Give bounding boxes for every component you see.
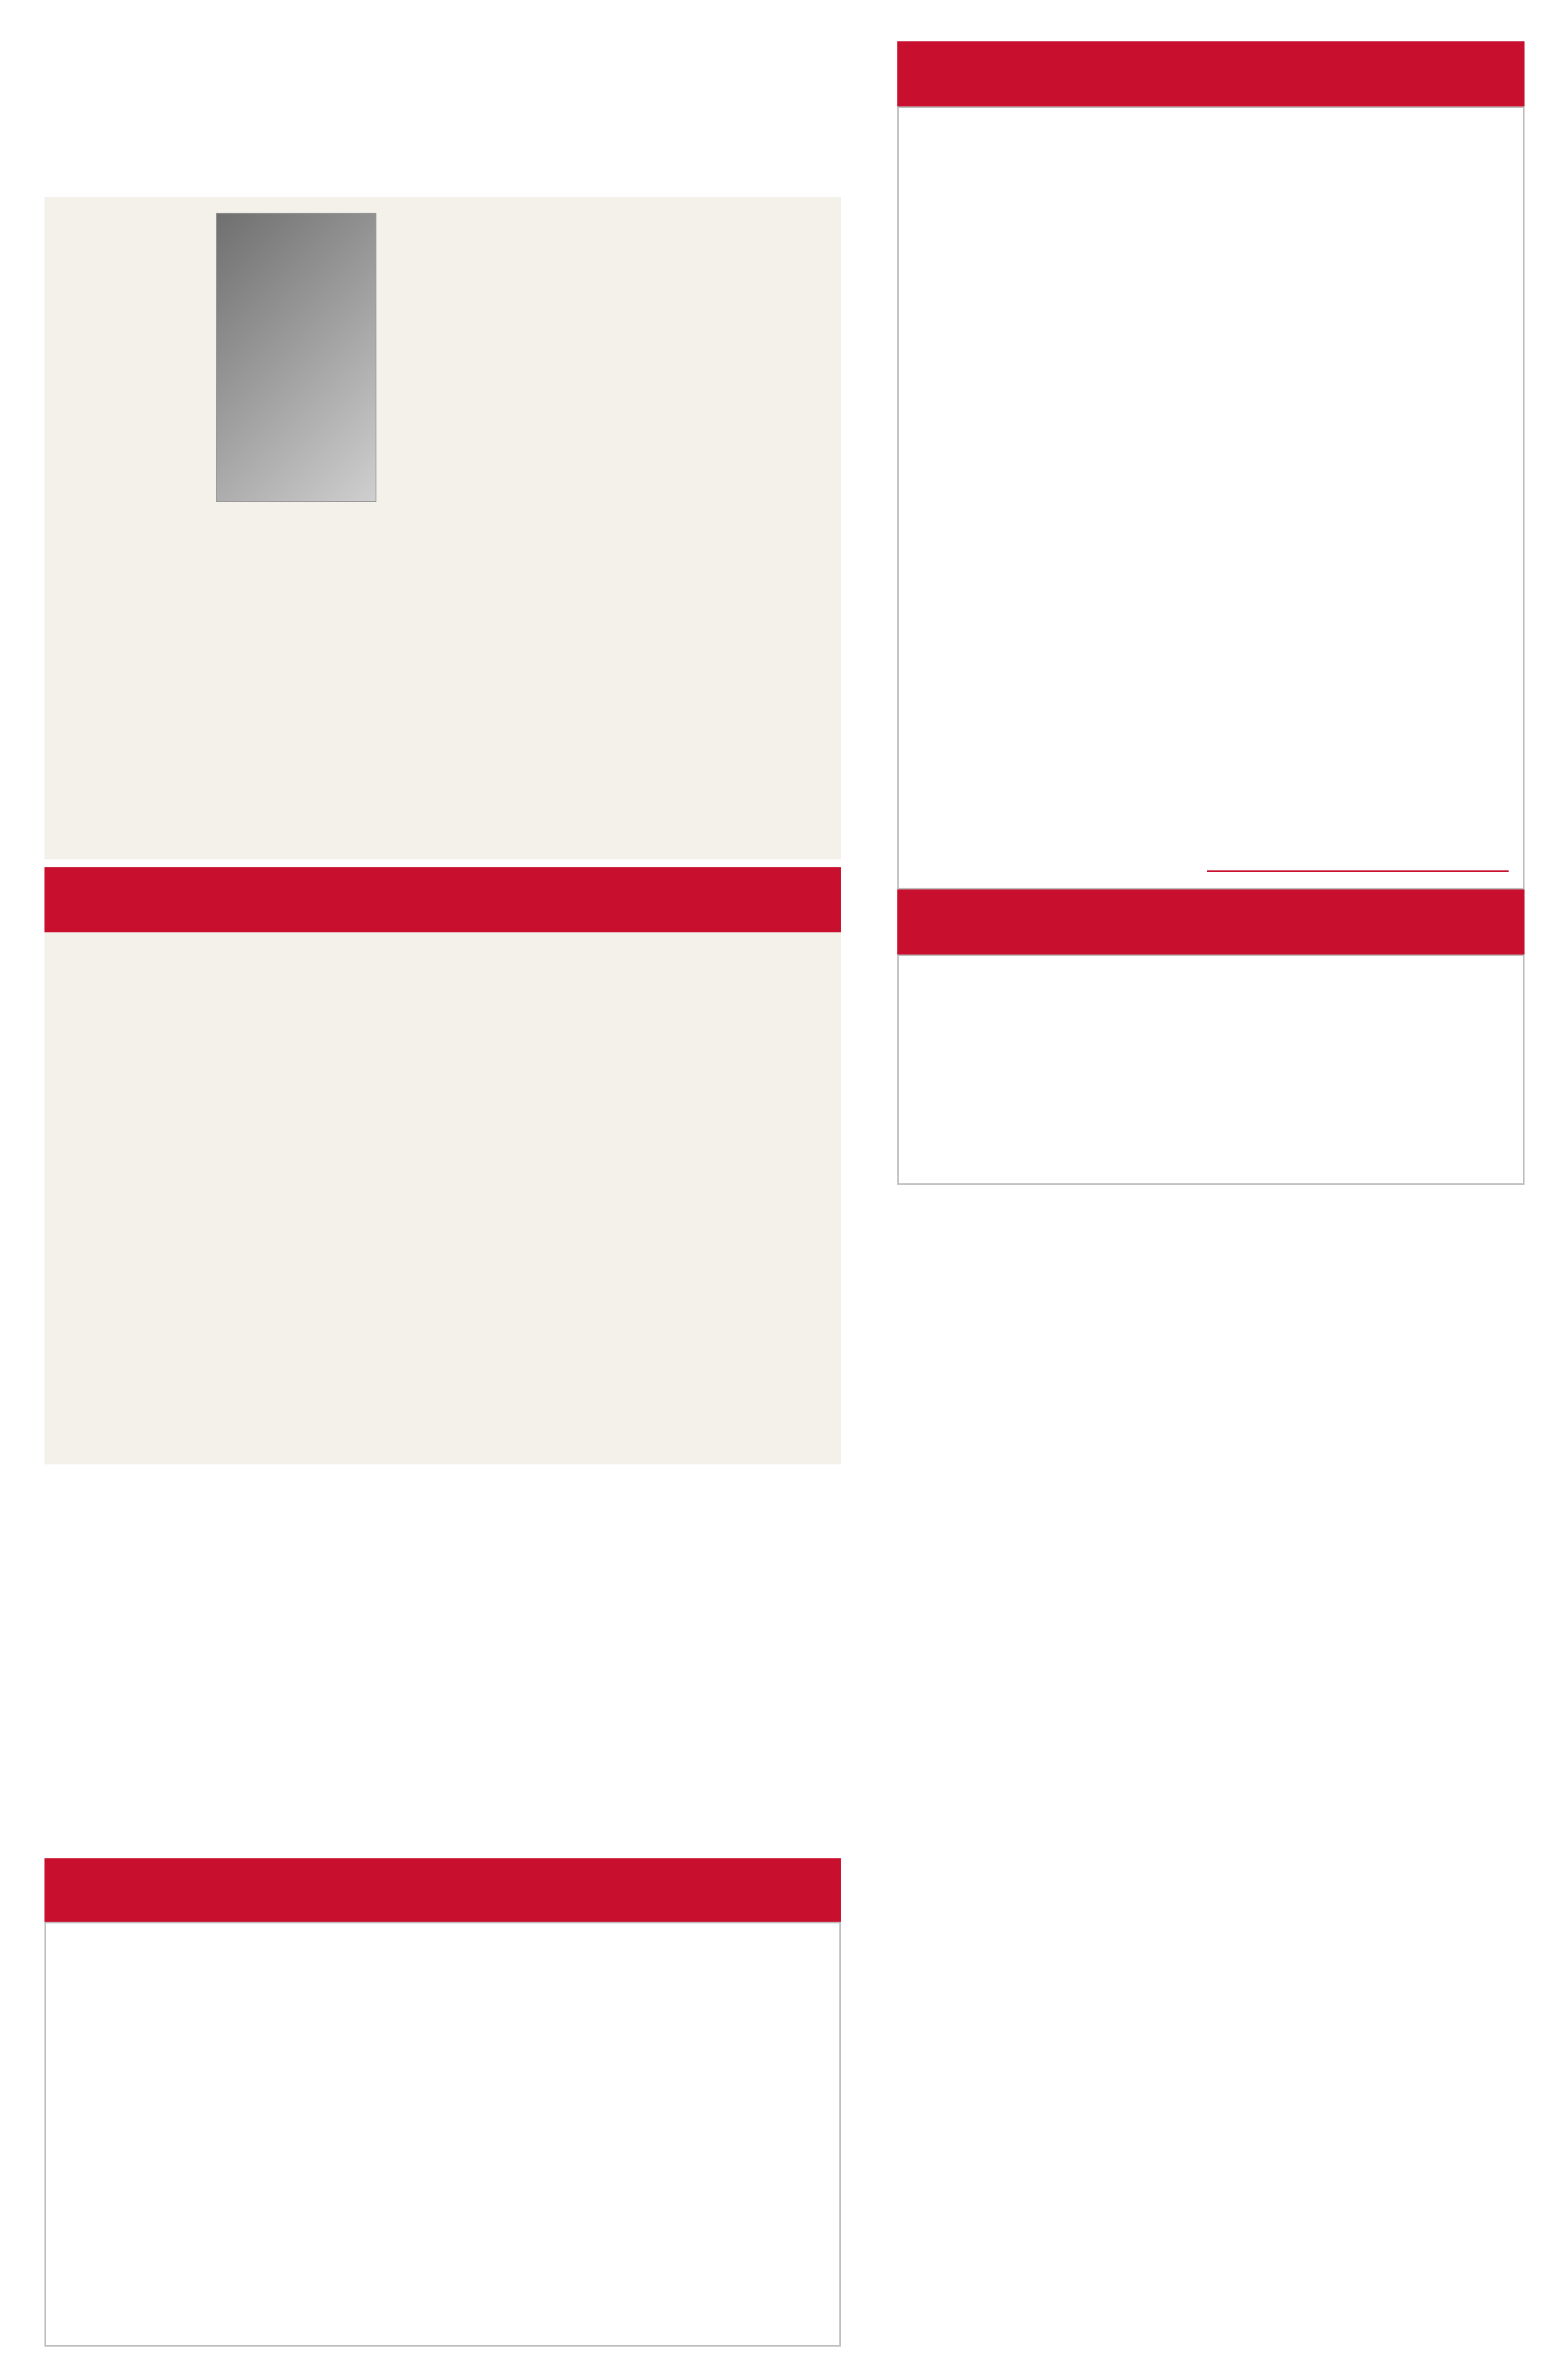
hakemlik-col-2: [1219, 969, 1509, 1167]
columnist-photo: [216, 213, 376, 502]
header-strap: [48, 0, 603, 14]
tebessum-col-3: [586, 1938, 828, 2335]
gurhan-col-2: [314, 1533, 552, 1834]
hakemlik-bar: [897, 889, 1525, 955]
gurhan-col-3: [580, 1533, 826, 1834]
alp-col-1: [913, 119, 1195, 874]
hakemlik-col-1: [913, 969, 1195, 1167]
alp-headline: [897, 41, 1525, 106]
alp-col-2: [1219, 119, 1509, 723]
hayat-col-3: [586, 945, 828, 1453]
hayat-headline: [44, 867, 841, 932]
hayat-col-2: [322, 945, 560, 1453]
istanbul-col-1: [56, 208, 206, 843]
footer-contact: [48, 2355, 842, 2374]
tebessum-col-2: [322, 1938, 560, 2335]
tebessum-bar: [44, 1858, 841, 1922]
istanbul-col-3: [603, 208, 830, 843]
tebessum-col-1: [57, 1938, 295, 2335]
quote-box: [1207, 761, 1509, 872]
gurhan-col-1: [48, 1533, 286, 1834]
hayat-bar: [44, 867, 841, 932]
hayat-col-1: [57, 945, 295, 1453]
hakemlik-headline: [897, 889, 1525, 955]
tebessum-headline: [44, 1858, 841, 1922]
istanbul-col-2: [389, 208, 588, 843]
alp-bar: [897, 41, 1525, 106]
